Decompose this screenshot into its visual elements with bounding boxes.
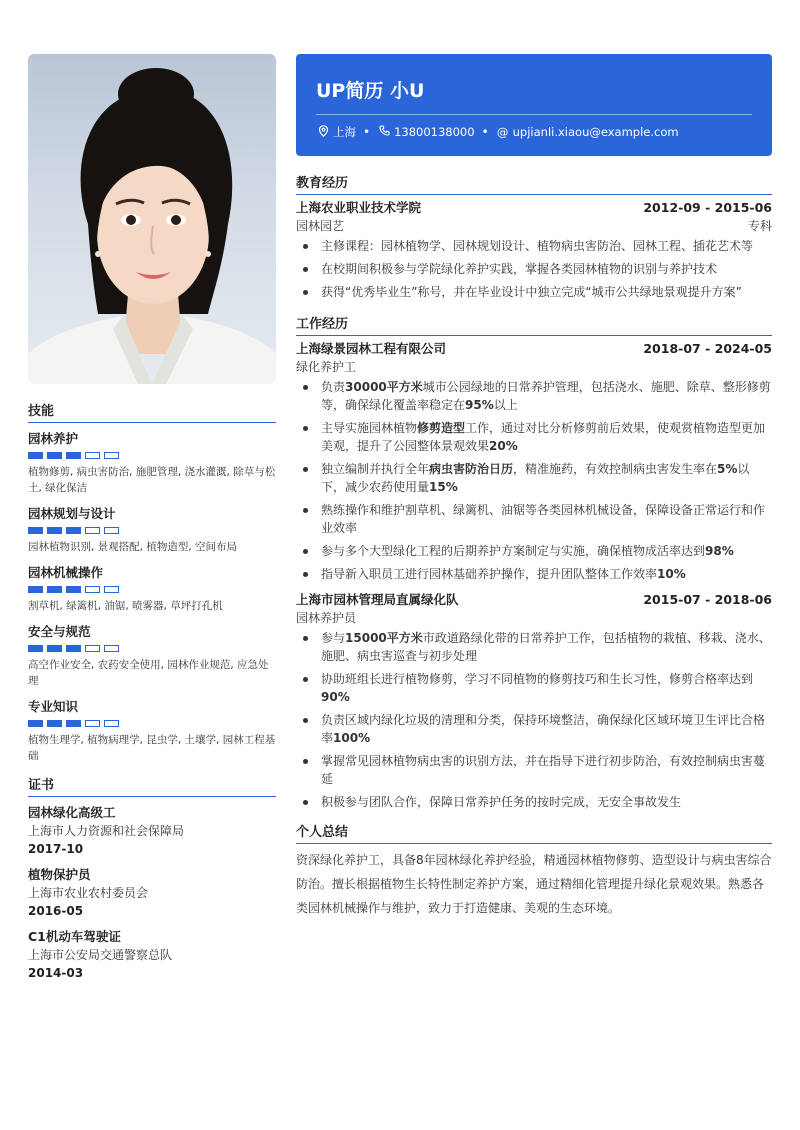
education-dates: 2012-09 - 2015-06 <box>643 200 772 215</box>
job-bullet: 负责30000平方米城市公园绿地的日常养护管理，包括浇水、施肥、除草、整形修剪等，确保绿化覆盖率稳定在95%以上 <box>296 378 772 414</box>
skill-level-dot <box>66 527 81 534</box>
skill-level-dot <box>66 452 81 459</box>
company-name: 上海绿景园林工程有限公司 <box>296 341 447 356</box>
skill-desc: 植物生理学, 植物病理学, 昆虫学, 土壤学, 园林工程基础 <box>28 734 276 762</box>
skill-desc: 高空作业安全, 农药安全使用, 园林作业规范, 应急处理 <box>28 659 269 687</box>
header-banner <box>296 54 772 156</box>
candidate-name: UP简历 小U <box>316 80 425 102</box>
job-sub <box>296 609 772 627</box>
left-column <box>28 54 276 989</box>
phone-icon <box>377 125 391 139</box>
skill-level-dot <box>104 452 119 459</box>
skill-desc: 割草机, 绿篱机, 油锯, 喷雾器, 草坪打孔机 <box>28 600 223 612</box>
job-sub <box>296 358 772 376</box>
education-section-title: 教育经历 <box>296 172 772 195</box>
job-bullet: 独立编制并执行全年病虫害防治日历，精准施药，有效控制病虫害发生率在5%以下，减少农药使用量15% <box>296 460 772 496</box>
skill-level-dot <box>47 720 62 727</box>
location-text: 上海 <box>333 125 356 139</box>
job-bullet: 掌握常见园林植物病虫害的识别方法，并在指导下进行初步防治，有效控制病虫害蔓延 <box>296 752 772 788</box>
degree: 专科 <box>747 219 772 233</box>
cert-org: 上海市人力资源和社会保障局 <box>28 824 185 838</box>
map-pin-icon <box>316 125 330 140</box>
skill-name: 专业知识 <box>28 699 79 714</box>
certs-section-title: 证书 <box>28 774 276 797</box>
skill-level-dot <box>104 586 119 593</box>
cert-date: 2017-10 <box>28 842 84 856</box>
skill-level-dot <box>47 452 62 459</box>
work-list <box>296 340 772 811</box>
skill-name: 园林养护 <box>28 431 79 446</box>
skills-list <box>28 429 276 764</box>
right-column <box>296 54 772 920</box>
education-bullet: 主修课程：园林植物学、园林规划设计、植物病虫害防治、园林工程、插花艺术等 <box>296 237 772 255</box>
skill-level-dot <box>47 527 62 534</box>
skill-level-dot <box>85 586 100 593</box>
skill-level-dot <box>28 720 43 727</box>
skill-desc: 园林植物识别, 景观搭配, 植物造型, 空间布局 <box>28 541 238 553</box>
contact-row <box>316 124 752 140</box>
job-title: 绿化养护工 <box>296 360 357 374</box>
education-section <box>296 172 772 301</box>
job-bullet: 协助班组长进行植物修剪，学习不同植物的修剪技巧和生长习性，修剪合格率达到90% <box>296 670 772 706</box>
work-section-title: 工作经历 <box>296 313 772 336</box>
skill-name: 安全与规范 <box>28 624 91 639</box>
skill-name: 园林规划与设计 <box>28 506 116 521</box>
skill-level-dot <box>85 452 100 459</box>
skill-desc: 植物修剪, 病虫害防治, 施肥管理, 浇水灌溉, 除草与松土, 绿化保洁 <box>28 466 276 494</box>
skill-item <box>28 504 276 555</box>
skill-level <box>28 527 276 534</box>
skill-level-dot <box>28 645 43 652</box>
skill-item <box>28 697 276 764</box>
skill-level-dot <box>28 586 43 593</box>
skills-section-title: 技能 <box>28 400 276 423</box>
education-bullet: 在校期间积极参与学院绿化养护实践，掌握各类园林植物的识别与养护技术 <box>296 260 772 278</box>
job-bullet: 指导新入职员工进行园林基础养护操作，提升团队整体工作效率10% <box>296 565 772 583</box>
skill-level-dot <box>85 645 100 652</box>
job-head <box>296 340 772 358</box>
education-bullets <box>296 237 772 301</box>
cert-date: 2014-03 <box>28 966 84 980</box>
education-head <box>296 199 772 217</box>
job-bullet: 积极参与团队合作，保障日常养护任务的按时完成，无安全事故发生 <box>296 793 772 811</box>
at-icon: @ <box>496 125 509 139</box>
skill-level-dot <box>104 645 119 652</box>
cert-item <box>28 927 276 983</box>
cert-date: 2016-05 <box>28 904 84 918</box>
summary-section <box>296 821 772 920</box>
major: 园林园艺 <box>296 219 345 233</box>
skill-level <box>28 452 276 459</box>
job-head <box>296 591 772 609</box>
header-divider <box>316 114 752 115</box>
job-entry <box>296 591 772 811</box>
cert-org: 上海市公安局交通警察总队 <box>28 948 173 962</box>
skill-level <box>28 720 276 727</box>
work-section <box>296 313 772 811</box>
summary-section-title: 个人总结 <box>296 821 772 844</box>
skill-item <box>28 622 276 689</box>
skill-level-dot <box>28 452 43 459</box>
cert-org: 上海市农业农村委员会 <box>28 886 149 900</box>
cert-item <box>28 803 276 859</box>
summary-text: 资深绿化养护工，具备8年园林绿化养护经验，精通园林植物修剪、造型设计与病虫害综合防治。擅长根据植物生长特性制定养护方案，通过精细化管理提升绿化景观效果。熟悉各类园林机械操作与维护，致力于打造健康、美观的生态环境。 <box>296 853 772 915</box>
skill-level <box>28 586 276 593</box>
school-name: 上海农业职业技术学院 <box>296 200 422 215</box>
cert-name: C1机动车驾驶证 <box>28 929 121 944</box>
skill-name: 园林机械操作 <box>28 565 104 580</box>
certs-list <box>28 803 276 983</box>
job-bullets <box>296 378 772 583</box>
job-bullets <box>296 629 772 811</box>
education-sub <box>296 217 772 235</box>
job-bullet: 熟练操作和维护割草机、绿篱机、油锯等各类园林机械设备，保障设备正常运行和作业效率 <box>296 501 772 537</box>
cert-name: 园林绿化高级工 <box>28 805 116 820</box>
cert-item <box>28 865 276 921</box>
phone-text[interactable]: 13800138000 <box>394 125 475 139</box>
job-bullet: 主导实施园林植物修剪造型工作，通过对比分析修剪前后效果，使观赏植物造型更加美观，提升了公园整体景观效果20% <box>296 419 772 455</box>
job-dates: 2018-07 - 2024-05 <box>643 341 772 356</box>
job-bullet: 参与15000平方米市政道路绿化带的日常养护工作，包括植物的栽植、移栽、浇水、施肥、病虫害巡查与初步处理 <box>296 629 772 665</box>
job-entry <box>296 340 772 583</box>
job-bullet: 负责区域内绿化垃圾的清理和分类，保持环境整洁，确保绿化区域环境卫生评比合格率100% <box>296 711 772 747</box>
cert-name: 植物保护员 <box>28 867 91 882</box>
skill-level-dot <box>85 527 100 534</box>
skill-level-dot <box>28 527 43 534</box>
skill-item <box>28 563 276 614</box>
education-bullet: 获得“优秀毕业生”称号，并在毕业设计中独立完成“城市公共绿地景观提升方案” <box>296 283 772 301</box>
contact-separator: • <box>481 125 489 139</box>
skill-level <box>28 645 276 652</box>
email-text[interactable]: upjianli.xiaou@example.com <box>512 125 679 139</box>
skill-level-dot <box>104 527 119 534</box>
contact-separator: • <box>363 125 371 139</box>
job-dates: 2015-07 - 2018-06 <box>643 592 772 607</box>
skill-item <box>28 429 276 496</box>
skill-level-dot <box>104 720 119 727</box>
skill-level-dot <box>66 645 81 652</box>
company-name: 上海市园林管理局直属绿化队 <box>296 592 459 607</box>
skill-level-dot <box>85 720 100 727</box>
skill-level-dot <box>66 586 81 593</box>
profile-photo <box>28 54 276 384</box>
skill-level-dot <box>47 645 62 652</box>
job-title: 园林养护员 <box>296 611 357 625</box>
skill-level-dot <box>66 720 81 727</box>
job-bullet: 参与多个大型绿化工程的后期养护方案制定与实施，确保植物成活率达到98% <box>296 542 772 560</box>
skill-level-dot <box>47 586 62 593</box>
